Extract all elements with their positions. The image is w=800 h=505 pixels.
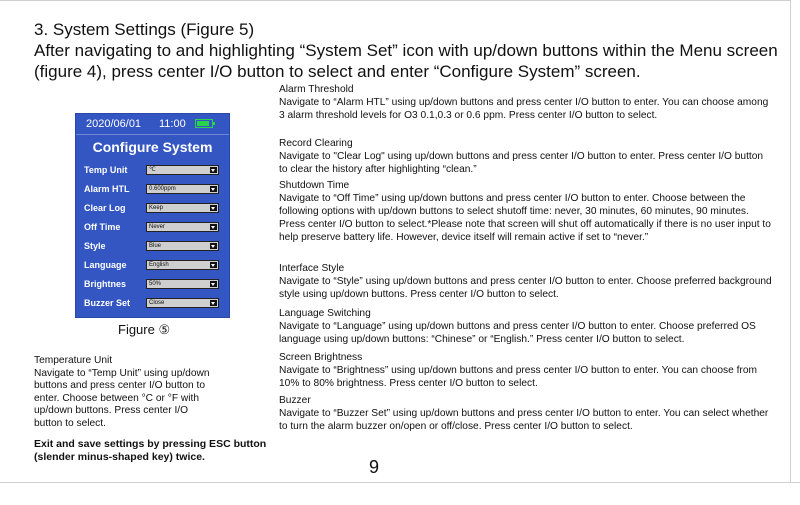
section-line: button to select. [34,417,106,429]
chevron-down-icon [210,281,217,287]
temp-unit-select [146,165,219,175]
setting-row-language [76,257,229,273]
buzzer-set-select [146,298,219,308]
section-alarm-threshold [279,83,774,122]
section-body: Navigate to “Style” using up/down buttons and press center I/O button to enter. Choose preferred background style using up/down buttons. Press center I/O button to select. [279,276,772,300]
setting-row-clear-log [76,200,229,216]
setting-value: Blue [149,243,162,249]
off-time-select [146,222,219,232]
setting-value: Close [149,300,165,306]
section-record-clearing [279,137,774,176]
section-title: Screen Brightness [279,352,363,363]
page-top-border [0,0,790,1]
section-title: Buzzer [279,395,311,406]
section-line: up/down buttons. Press center I/O [34,405,189,416]
setting-label: Language [84,260,127,270]
page-right-border [790,0,791,482]
setting-row-off-time [76,219,229,235]
section-intro: After navigating to and highlighting “System Set” icon with up/down buttons within the Menu screen (figure 4), press center I/O button to select and enter “Configure System” screen. [34,41,778,81]
section-title: Alarm Threshold [279,84,354,95]
device-time: 11:00 [159,118,186,130]
temperature-unit-section [34,355,244,430]
chevron-down-icon [210,186,217,192]
clear-log-select [146,203,219,213]
setting-value: Never [149,224,166,230]
setting-label: Brightnes [84,279,127,289]
device-screen [75,113,230,318]
alarm-htl-select [146,184,219,194]
setting-label: Alarm HTL [84,184,130,194]
exit-note: Exit and save settings by pressing ESC button (slender minus-shaped key) twice. [34,438,267,463]
setting-label: Off Time [84,222,121,232]
device-status-bar [76,114,229,135]
section-buzzer [279,394,774,433]
device-date: 2020/06/01 [86,118,142,130]
setting-label: Temp Unit [84,165,128,175]
setting-label: Style [84,241,106,251]
section-shutdown-time [279,179,774,244]
section-line: enter. Choose between °C or °F with [34,392,200,404]
brightness-select [146,279,219,289]
section-interface-style [279,262,774,301]
battery-full-icon [195,119,213,128]
chevron-down-icon [210,243,217,249]
chevron-down-icon [210,205,217,211]
section-body: Navigate to "Clear Log" using up/down buttons and press center I/O button to enter. Press center I/O button to clear the history after highlighting “clean.” [279,151,764,175]
chevron-down-icon [210,224,217,230]
setting-value: ℃ [149,167,156,173]
setting-value: Keep [149,205,164,211]
setting-row-brightness [76,276,229,292]
setting-label: Clear Log [84,203,126,213]
section-title: Interface Style [279,263,345,274]
section-title: Shutdown Time [279,180,350,191]
page-bottom-border [0,482,800,483]
section-screen-brightness [279,351,774,390]
section-body: Navigate to “Off Time” using up/down buttons and press center I/O button to enter. Choose between the following options with up/down buttons to select shutoff time: never, 30 minutes, 60 minutes, 90 minutes. Press center I/O button to select.*Please note that screen will shut off automatically if there is no user input to help preserve battery life. However, device itself will remain active if set to “never.” [279,193,771,243]
figure-caption: Figure ⑤ [118,322,171,337]
section-line: Navigate to “Temp Unit” using up/down [34,367,210,379]
setting-row-temp-unit [76,162,229,178]
chevron-down-icon [210,167,217,173]
section-line: buttons and press center I/O button to [34,380,206,391]
setting-value: English [149,262,169,268]
setting-label: Buzzer Set [84,298,131,308]
section-heading: 3. System Settings (Figure 5) [34,20,255,39]
setting-row-alarm-htl [76,181,229,197]
section-title: Temperature Unit [34,355,113,366]
page-number: 9 [369,457,380,477]
chevron-down-icon [210,300,217,306]
section-title: Record Clearing [279,138,353,149]
setting-row-style [76,238,229,254]
setting-value: 0.600ppm [149,186,176,192]
chevron-down-icon [210,262,217,268]
device-screen-title: Configure System [92,139,213,155]
section-body: Navigate to “Language” using up/down buttons and press center I/O button to enter. Choose preferred OS language using up/down buttons: “Chinese” or “English.” Press center I/O button to select. [279,321,756,345]
section-body: Navigate to “Buzzer Set” using up/down buttons and press center I/O button to enter. You can select whether to turn the alarm buzzer on/open or off/close. Press center I/O button to select. [279,408,769,432]
setting-value: 50% [149,281,162,287]
style-select [146,241,219,251]
section-body: Navigate to “Alarm HTL” using up/down buttons and press center I/O button to enter. You can choose among 3 alarm threshold levels for O3 0.1,0.3 or 0.6 ppm. Press center I/O button to select. [279,97,769,121]
language-select [146,260,219,270]
section-body: Navigate to “Brightness” using up/down buttons and press center I/O button to enter. You can choose from 10% to 80% brightness. Press center I/O button to select. [279,365,757,389]
section-title: Language Switching [279,308,371,319]
setting-row-buzzer-set [76,295,229,311]
section-language-switching [279,307,774,346]
